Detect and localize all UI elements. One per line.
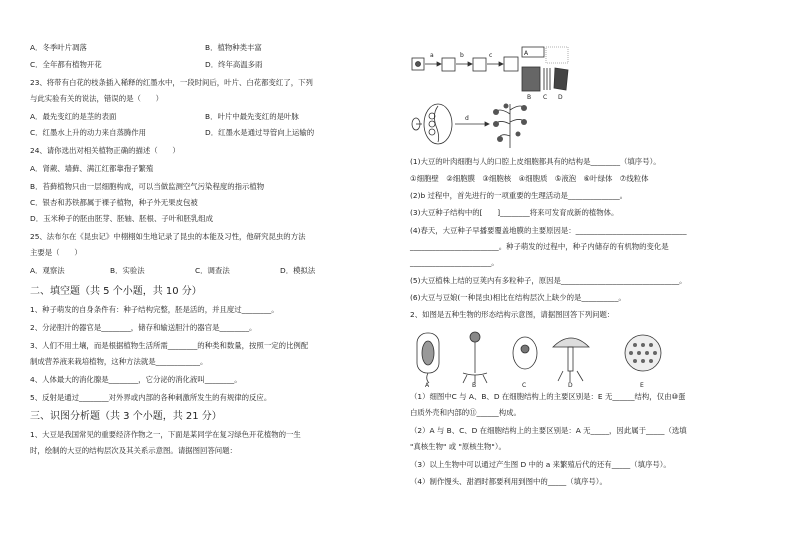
q23-stem-line1: 23、将带有白花的枝条插入稀释的红墨水中，一段时间后，叶片、白花都变红了，下列 <box>30 78 313 87</box>
q22-option-a: A．冬季叶片凋落 <box>30 43 87 52</box>
r1-q3: (3)大豆种子结构中的[ ]________将来可发育成新的植物体。 <box>410 208 619 217</box>
fill-q3-line1: 3、人们不用土壤，而是根据植物生活所需________的种类和数量，按照一定的比例配 <box>30 341 309 350</box>
r1-q4-line1: (4)春天，大豆种子早播要覆盖地膜的主要原因是：______________________________ <box>410 226 687 235</box>
r1-q2: (2)b 过程中，首先进行的一项重要的生理活动是______________。 <box>410 191 628 200</box>
r2-q3: （3）以上生物中可以通过产生图 D 中的 a 来繁殖后代的还有_____（填序号）。 <box>410 460 671 469</box>
q25-stem-line1: 25、法布尔在《昆虫记》中栩栩如生地记录了昆虫的本能及习性，他研究昆虫的方法 <box>30 232 306 241</box>
r2-q2-line2: "真核生物" 或 "原核生物"）。 <box>410 442 506 451</box>
q24-option-c: C．银杏和苏铁都属于裸子植物，种子外无果皮包被 <box>30 198 198 207</box>
r1-q1: (1)大豆的叶肉细胞与人的口腔上皮细胞都具有的结构是________（填序号）。 <box>410 157 661 166</box>
five-organisms-figure <box>413 325 693 387</box>
fill-q1: 1、种子萌发的自身条件有：种子结构完整，胚是活的，并且度过________。 <box>30 305 279 314</box>
q22-option-b: B．植物种类丰富 <box>205 43 262 52</box>
fig2-label-D: D <box>568 382 573 387</box>
q23-stem-line2: 与此实验有关的说法，错误的是（ ） <box>30 94 164 103</box>
soybean-hierarchy-figure <box>410 44 575 152</box>
r2-stem: 2、如图是五种生物的形态结构示意图，请据图回答下列问题： <box>410 310 615 319</box>
fig1-label-a: a <box>430 52 434 59</box>
fill-q5: 5、反射是通过________对外界或内部的各种刺激所发生的有规律的反应。 <box>30 393 272 402</box>
q24-option-d: D．玉米种子的胚由胚芽、胚轴、胚根、子叶和胚乳组成 <box>30 214 214 223</box>
section3-title: 三、识图分析题（共 3 个小题，共 21 分） <box>30 411 222 422</box>
r1-q5: (5)大豆植株上结的豆荚内有多粒种子，原因是________________________________。 <box>410 276 687 285</box>
section2-title: 二、填空题（共 5 个小题，共 10 分） <box>30 286 202 297</box>
r1-q1-options: ①细胞壁 ②细胞膜 ③细胞核 ④细胞质 ⑤液泡 ⑥叶绿体 ⑦线粒体 <box>410 174 649 183</box>
r1-q6: (6)大豆与豆娘(一种昆虫)相比在结构层次上缺少的是__________。 <box>410 293 626 302</box>
q22-option-c: C．全年都有植物开花 <box>30 60 102 69</box>
fig2-label-B: B <box>472 382 477 387</box>
reading-q1-stem-line1: 1、大豆是我国常见的重要经济作物之一，下面是某同学在复习绿色开花植物的一生 <box>30 430 301 439</box>
q24-option-b: B．苔藓植物只由一层细胞构成，可以当做监测空气污染程度的指示植物 <box>30 182 265 191</box>
fill-q2: 2、分泌胆汁的器官是________，储存和输送胆汁的器官是________。 <box>30 323 257 332</box>
q25-option-b: B．实验法 <box>110 266 145 275</box>
r1-q4-line3: ______________________。 <box>410 258 499 267</box>
fig1-label-A: A <box>524 50 529 57</box>
q25-option-d: D．模拟法 <box>280 266 316 275</box>
fig1-label-B: B <box>527 94 532 101</box>
q23-option-c: C．红墨水上升的动力来自蒸腾作用 <box>30 128 147 137</box>
r2-q1-line1: （1）细图中C 与 A、B、D 在细胞结构上的主要区别是：E 无______结构，仅由⑩蛋 <box>410 392 686 401</box>
r2-q2-line1: （2）A 与 B、C、D 在细胞结构上的主要区别是：A 无_____，因此属于_____（选填 <box>410 426 687 435</box>
fig1-label-D: D <box>558 94 563 101</box>
r2-q4: （4）制作馒头、甜酒时都要利用到图中的_____（填序号）。 <box>410 477 607 486</box>
fill-q4: 4、人体最大的消化腺是________，它分泌的消化液叫________。 <box>30 375 242 384</box>
reading-q1-stem-line2: 时，绘制的大豆的结构层次及其关系示意图。请据图回答问题： <box>30 446 237 455</box>
q24-option-a: A．肾蕨、墙藓、满江红都靠孢子繁殖 <box>30 164 154 173</box>
fig1-label-c: c <box>489 52 493 59</box>
fig1-label-d: d <box>465 115 469 122</box>
fill-q3-line2: 制成营养液来栽培植物，这种方法就是____________。 <box>30 357 208 366</box>
q23-option-b: B．叶片中最先变红的是叶脉 <box>205 112 299 121</box>
fig2-label-C: C <box>522 382 527 387</box>
q25-stem-line2: 主要是（ ） <box>30 248 82 257</box>
q23-option-a: A．最先变红的是茎的表面 <box>30 112 117 121</box>
fig2-label-A: A <box>425 382 430 387</box>
q22-option-d: D．终年高温多雨 <box>205 60 263 69</box>
q23-option-d: D．红墨水是通过导管向上运输的 <box>205 128 315 137</box>
q25-option-a: A．观察法 <box>30 266 65 275</box>
q24-stem: 24、请你选出对相关植物正确的描述（ ） <box>30 146 180 155</box>
fig1-label-b: b <box>460 52 464 59</box>
r2-q1-line2: 白质外壳和内部的⑪______构成。 <box>410 408 521 417</box>
fig1-label-C: C <box>543 94 548 101</box>
q25-option-c: C．调查法 <box>195 266 230 275</box>
fig2-label-E: E <box>640 382 644 387</box>
r1-q4-line2: ________________________。种子萌发的过程中，种子内储存的有机物的变化是 <box>410 242 669 251</box>
